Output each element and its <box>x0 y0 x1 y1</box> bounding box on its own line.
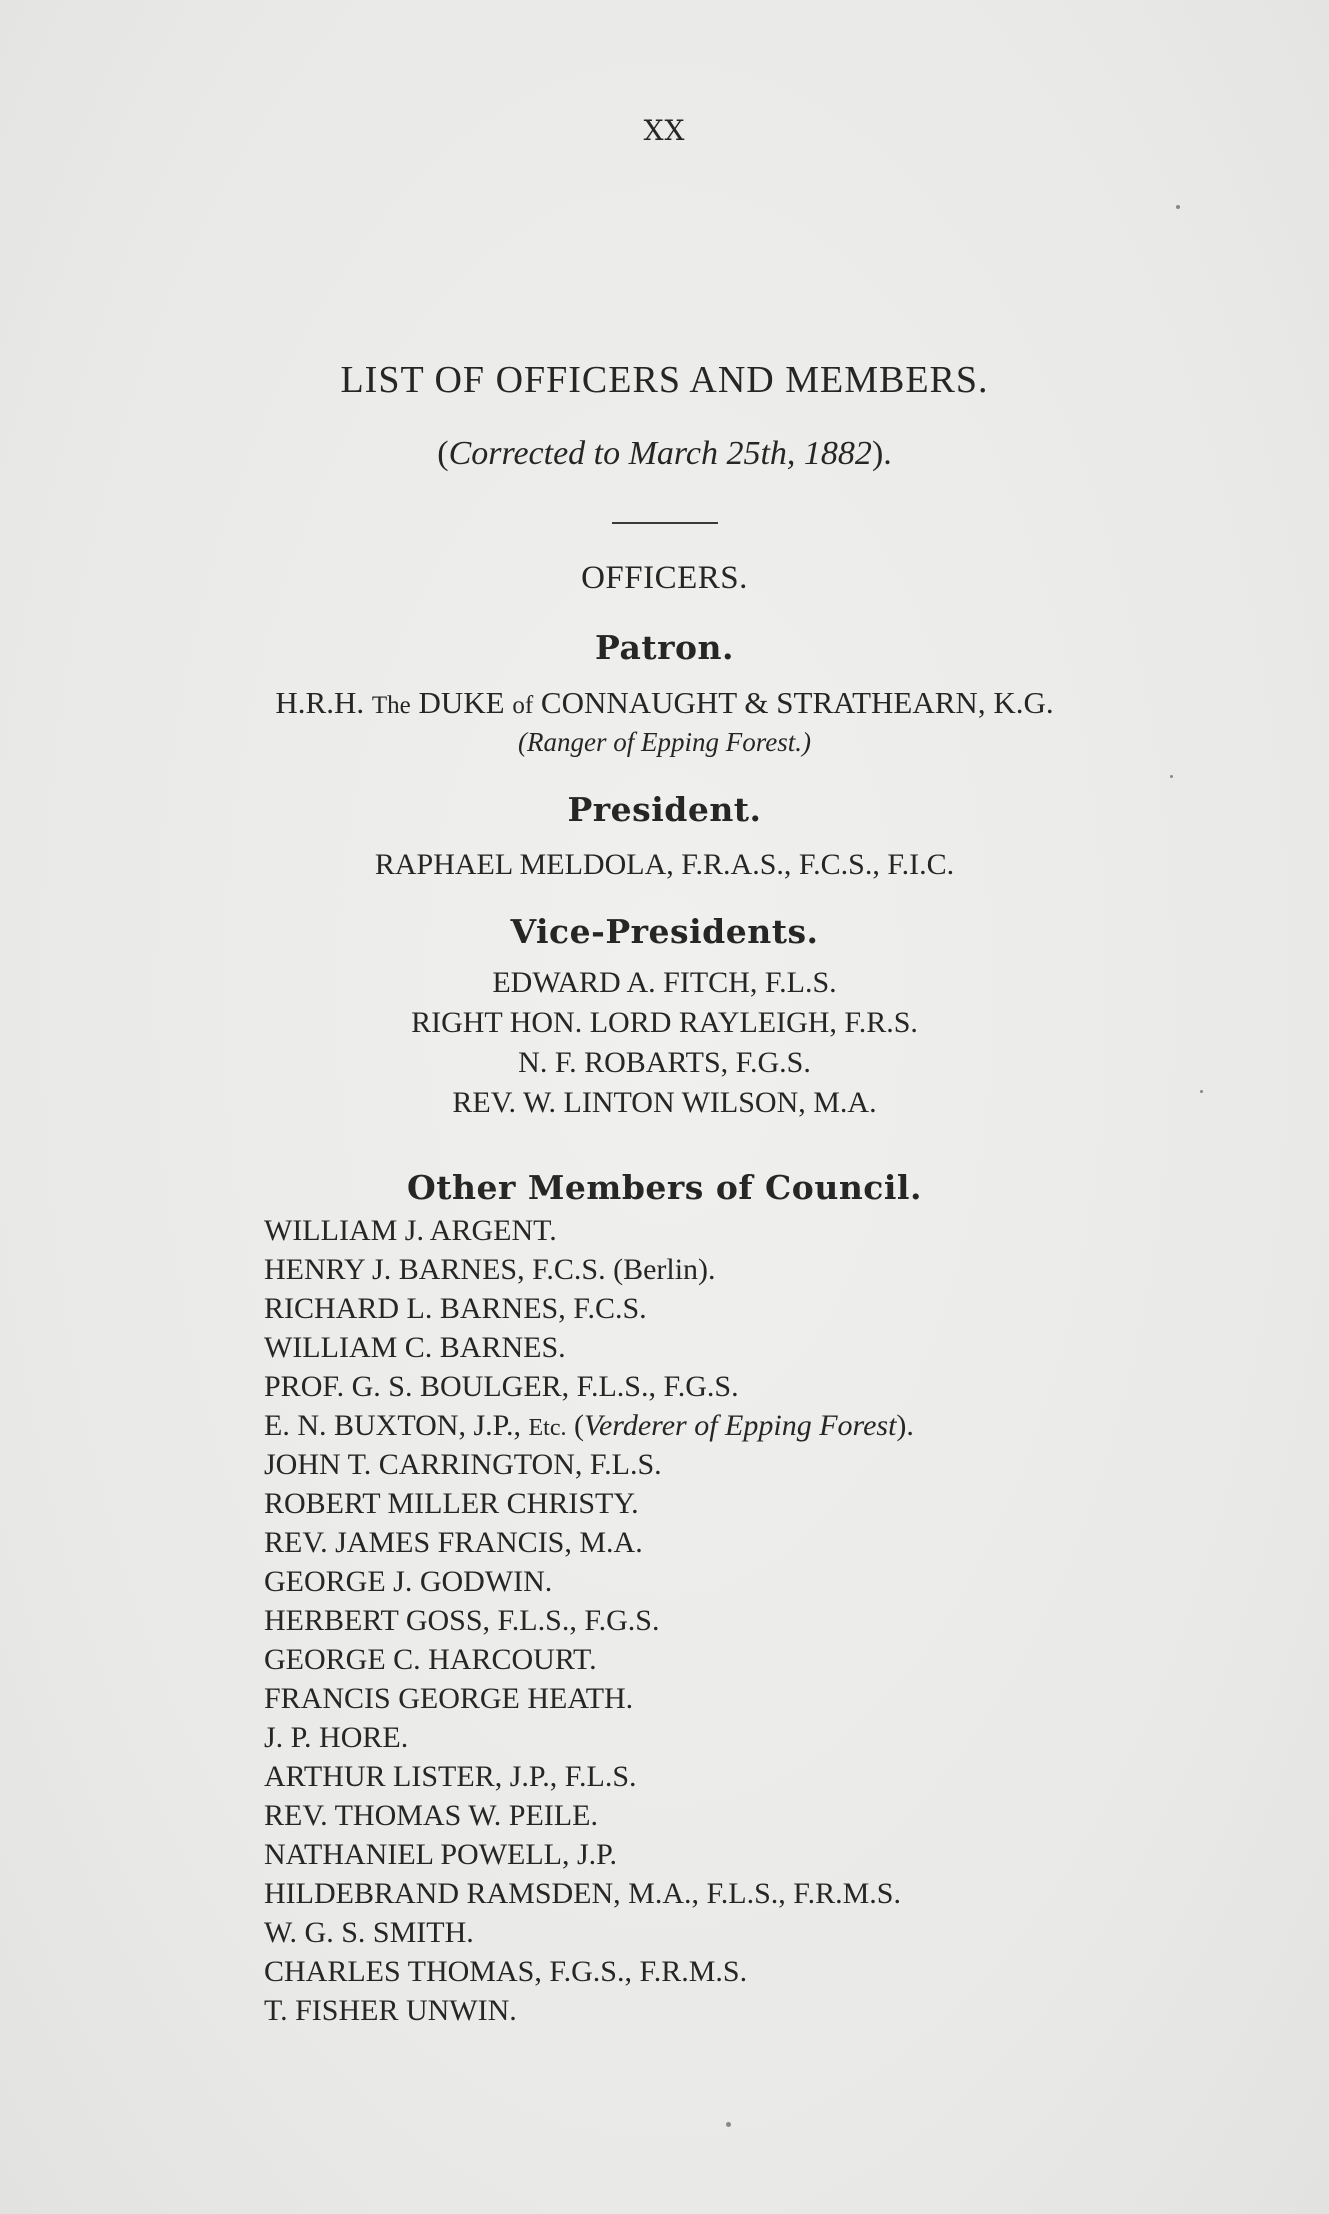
vice-president-item: EDWARD A. FITCH, F.L.S. <box>492 966 837 999</box>
council-member: WILLIAM J. ARGENT. <box>264 1214 557 1247</box>
council-member: REV. THOMAS W. PEILE. <box>264 1799 598 1832</box>
patron-name <box>0 685 1329 721</box>
council-heading: Other Members of Council. <box>407 1168 922 1207</box>
buxton-note-close: ). <box>896 1409 914 1442</box>
council-member: REV. JAMES FRANCIS, M.A. <box>264 1526 643 1559</box>
patron-the: The <box>371 692 411 719</box>
president-heading: President. <box>567 790 762 829</box>
council-member: FRANCIS GEORGE HEATH. <box>264 1682 634 1715</box>
council-member: T. FISHER UNWIN. <box>264 1994 517 2027</box>
page-title: LIST OF OFFICERS AND MEMBERS. <box>340 359 989 401</box>
officers-heading: OFFICERS. <box>581 560 748 596</box>
paper-speck <box>1200 1090 1203 1093</box>
council-member: HILDEBRAND RAMSDEN, M.A., F.L.S., F.R.M.S. <box>264 1877 901 1910</box>
patron-prefix: H.R.H. <box>275 685 365 720</box>
council-member: NATHANIEL POWELL, J.P. <box>264 1838 618 1871</box>
council-member-buxton <box>264 1409 914 1443</box>
subtitle-open: ( <box>437 435 449 472</box>
page-subtitle <box>0 435 1329 473</box>
council-member: JOHN T. CARRINGTON, F.L.S. <box>264 1448 662 1481</box>
divider-rule <box>612 522 718 524</box>
subtitle-close: ). <box>871 435 892 472</box>
council-member: PROF. G. S. BOULGER, F.L.S., F.G.S. <box>264 1370 739 1403</box>
paper-speck <box>1170 775 1173 778</box>
buxton-note-open: ( <box>573 1409 584 1442</box>
patron-title: CONNAUGHT & STRATHEARN, K.G. <box>540 685 1054 720</box>
paper-speck <box>1176 205 1180 209</box>
subtitle-text: Corrected to March 25th, 1882 <box>448 435 872 472</box>
patron-duke: DUKE <box>418 685 505 720</box>
president-name: RAPHAEL MELDOLA, F.R.A.S., F.C.S., F.I.C. <box>374 848 955 881</box>
vice-president-item: N. F. ROBARTS, F.G.S. <box>518 1046 811 1079</box>
patron-note: (Ranger of Epping Forest.) <box>518 727 811 757</box>
council-member: W. G. S. SMITH. <box>264 1916 474 1949</box>
paper-speck <box>726 2122 731 2127</box>
page-number: XX <box>643 114 686 147</box>
council-member: HENRY J. BARNES, F.C.S. (Berlin). <box>264 1253 716 1286</box>
patron-heading: Patron. <box>595 628 734 667</box>
buxton-note: Verderer of Epping Forest <box>583 1409 897 1442</box>
council-member: GEORGE J. GODWIN. <box>264 1565 553 1598</box>
council-member: J. P. HORE. <box>264 1721 409 1754</box>
council-member: HERBERT GOSS, F.L.S., F.G.S. <box>264 1604 660 1637</box>
council-member: WILLIAM C. BARNES. <box>264 1331 566 1364</box>
vice-president-item: RIGHT HON. LORD RAYLEIGH, F.R.S. <box>411 1006 918 1039</box>
patron-of: of <box>512 692 534 719</box>
vice-president-item: REV. W. LINTON WILSON, M.A. <box>452 1086 877 1119</box>
council-member: CHARLES THOMAS, F.G.S., F.R.M.S. <box>264 1955 748 1988</box>
council-member: ROBERT MILLER CHRISTY. <box>264 1487 639 1520</box>
buxton-etc: Etc. <box>528 1415 567 1441</box>
council-member: ARTHUR LISTER, J.P., F.L.S. <box>264 1760 637 1793</box>
council-member: GEORGE C. HARCOURT. <box>264 1643 597 1676</box>
vice-presidents-heading: Vice-Presidents. <box>510 912 819 951</box>
buxton-name: E. N. BUXTON, J.P., <box>264 1409 521 1442</box>
council-member: RICHARD L. BARNES, F.C.S. <box>264 1292 647 1325</box>
